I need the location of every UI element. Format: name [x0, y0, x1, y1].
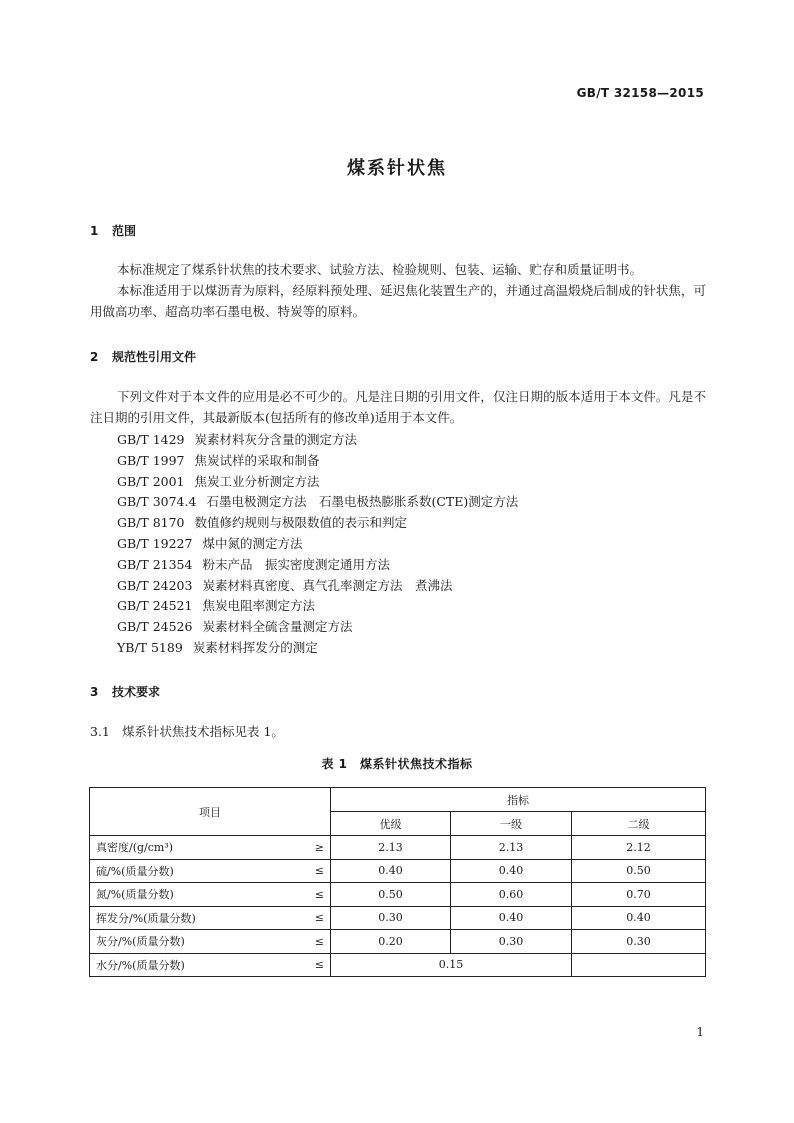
comparison-symbol: ≤ — [314, 934, 324, 948]
spec-table — [89, 787, 706, 977]
header-grade: 优级 — [331, 812, 451, 836]
reference-title: 煤中氮的测定方法 — [202, 535, 303, 551]
comparison-symbol: ≥ — [314, 840, 324, 854]
header-index: 指标 — [331, 788, 706, 812]
section-title: 技术要求 — [112, 685, 161, 699]
reference-item — [117, 492, 518, 513]
item-cell — [90, 859, 331, 883]
value-cell: 0.40 — [451, 906, 572, 930]
comparison-symbol: ≤ — [314, 887, 324, 901]
item-label: 氮/%(质量分数) — [96, 888, 174, 902]
reference-title: 焦炭试样的采取和制备 — [194, 452, 320, 468]
section-title: 范围 — [112, 224, 137, 238]
item-cell — [90, 930, 331, 954]
item-label: 挥发分/%(质量分数) — [96, 911, 196, 925]
reference-code: GB/T 21354 — [117, 556, 193, 572]
reference-item — [117, 534, 518, 555]
reference-code: GB/T 1429 — [117, 432, 185, 447]
reference-item — [117, 555, 518, 576]
reference-code: GB/T 3074.4 — [117, 494, 197, 510]
comparison-symbol: ≤ — [314, 864, 324, 878]
value-cell: 0.30 — [451, 930, 572, 954]
reference-code: GB/T 1997 — [117, 452, 185, 468]
reference-code: GB/T 2001 — [117, 473, 185, 489]
value-cell: 2.13 — [331, 836, 451, 860]
scope-paragraph-1: 本标准规定了煤系针状焦的技术要求、试验方法、检验规则、包装、运输、贮存和质量证明书。 — [117, 262, 643, 277]
document-title: 煤系针状焦 — [347, 158, 447, 179]
section-2-heading — [90, 348, 196, 365]
header-grade: 一级 — [451, 812, 572, 836]
reference-item — [117, 617, 518, 638]
reference-title: 炭素材料全硫含量测定方法 — [202, 619, 353, 635]
section-number: 3 — [90, 685, 99, 699]
value-cell: 0.20 — [331, 930, 451, 954]
references-intro: 下列文件对于本文件的应用是必不可少的。凡是注日期的引用文件，仅注日期的版本适用于本文件。凡是不注日期的引用文件，其最新版本(包括所有的修改单)适用于本文件。 — [90, 389, 706, 425]
item-cell — [90, 836, 331, 860]
reference-title: 焦炭电阻率测定方法 — [202, 598, 315, 614]
reference-item — [117, 513, 518, 534]
reference-title: 炭素材料挥发分的测定 — [192, 639, 318, 655]
reference-code: GB/T 24526 — [117, 619, 193, 635]
item-cell — [90, 906, 331, 930]
section-1-heading — [90, 222, 136, 239]
value-cell: 2.12 — [572, 836, 706, 860]
item-cell — [90, 953, 331, 977]
value-cell: 0.40 — [572, 906, 706, 930]
value-cell: 0.70 — [572, 883, 706, 907]
table-header-row — [90, 788, 706, 812]
value-cell: 0.60 — [451, 883, 572, 907]
value-cell: 0.50 — [331, 883, 451, 907]
value-cell: 0.40 — [451, 859, 572, 883]
clause-number: 3.1 — [90, 724, 110, 739]
reference-code: GB/T 8170 — [117, 515, 185, 531]
section-3-heading — [90, 683, 160, 700]
clause-3-1 — [90, 722, 284, 740]
header-item: 项目 — [90, 788, 331, 836]
reference-item — [117, 638, 518, 659]
reference-item — [117, 430, 518, 451]
reference-title: 石墨电极测定方法 石墨电极热膨胀系数(CTE)测定方法 — [206, 494, 519, 510]
header-grade: 二级 — [572, 812, 706, 836]
reference-title: 粉末产品 振实密度测定通用方法 — [202, 556, 390, 572]
reference-title: 炭素材料真密度、真气孔率测定方法 煮沸法 — [202, 577, 453, 593]
standard-number: GB/T 32158—2015 — [576, 86, 704, 100]
table-row — [90, 859, 706, 883]
reference-title: 焦炭工业分析测定方法 — [194, 473, 320, 489]
table-caption: 表 1 煤系针状焦技术指标 — [321, 757, 473, 771]
value-cell: 0.30 — [572, 930, 706, 954]
comparison-symbol: ≤ — [314, 958, 324, 972]
reference-item — [117, 451, 518, 472]
section-number: 2 — [90, 350, 99, 364]
reference-code: GB/T 24203 — [117, 577, 193, 593]
comparison-symbol: ≤ — [314, 911, 324, 925]
value-cell: 0.30 — [331, 906, 451, 930]
value-cell: 0.40 — [331, 859, 451, 883]
reference-code: YB/T 5189 — [117, 639, 183, 655]
item-label: 真密度/(g/cm³) — [96, 841, 174, 855]
page-number: 1 — [696, 1025, 704, 1039]
item-cell — [90, 883, 331, 907]
section-title: 规范性引用文件 — [112, 350, 197, 364]
table-row — [90, 906, 706, 930]
item-label: 水分/%(质量分数) — [96, 958, 185, 972]
item-label: 硫/%(质量分数) — [96, 864, 174, 878]
reference-item — [117, 576, 518, 597]
table-row — [90, 953, 706, 977]
value-cell: 0.50 — [572, 859, 706, 883]
section-number: 1 — [90, 224, 99, 238]
reference-title: 炭素材料灰分含量的测定方法 — [194, 432, 358, 447]
table-row — [90, 836, 706, 860]
clause-text: 煤系针状焦技术指标见表 1。 — [122, 724, 284, 739]
table-row — [90, 883, 706, 907]
reference-item — [117, 472, 518, 493]
value-cell-merged: 0.15 — [331, 953, 572, 977]
reference-item — [117, 596, 518, 617]
reference-code: GB/T 24521 — [117, 598, 193, 614]
value-cell: 2.13 — [451, 836, 572, 860]
reference-list — [117, 430, 518, 659]
reference-title: 数值修约规则与极限数值的表示和判定 — [194, 515, 408, 531]
table-row — [90, 930, 706, 954]
empty-cell — [572, 953, 706, 977]
reference-code: GB/T 19227 — [117, 535, 193, 551]
scope-paragraph-2: 本标准适用于以煤沥青为原料，经原料预处理、延迟焦化装置生产的，并通过高温煅烧后制成的针状焦，可用做高功率、超高功率石墨电极、特炭等的原料。 — [90, 283, 706, 319]
item-label: 灰分/%(质量分数) — [96, 935, 185, 949]
